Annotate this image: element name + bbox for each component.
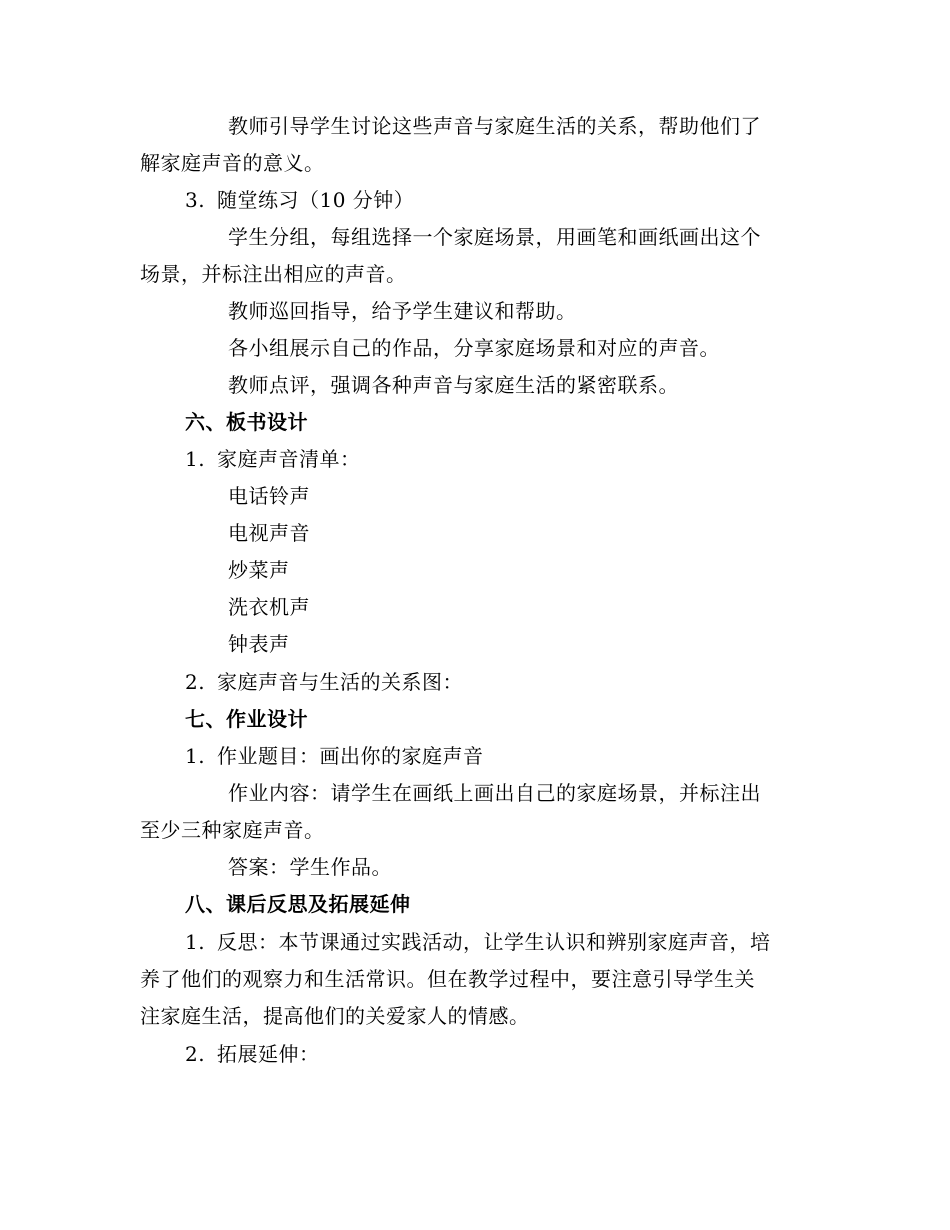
item-text: 随堂练习（10 分钟） [217, 188, 415, 212]
list-item: 电话铃声 [228, 484, 310, 508]
list-item: 钟表声 [228, 632, 290, 656]
section-heading: 八、课后反思及拓展延伸 [185, 892, 411, 916]
paragraph-line: 养了他们的观察力和生活常识。但在教学过程中，要注意引导学生关 [140, 967, 755, 991]
paragraph-line: 至少三种家庭声音。 [140, 818, 325, 842]
item-text: 作业题目：画出你的家庭声音 [217, 744, 484, 768]
paragraph-line: 教师引导学生讨论这些声音与家庭生活的关系，帮助他们了 [228, 114, 761, 138]
item-text: 拓展延伸： [217, 1042, 320, 1066]
paragraph-line: 场景，并标注出相应的声音。 [140, 262, 407, 286]
numbered-item [185, 668, 463, 696]
item-number: 2. [185, 670, 206, 694]
numbered-item [185, 928, 771, 956]
paragraph-line: 教师巡回指导，给予学生建议和帮助。 [228, 299, 577, 323]
numbered-item [185, 1040, 320, 1068]
item-number: 1. [185, 744, 206, 768]
item-text: 家庭声音清单： [217, 447, 361, 471]
paragraph-line: 各小组展示自己的作品，分享家庭场景和对应的声音。 [228, 336, 720, 360]
paragraph-line: 注家庭生活，提高他们的关爱家人的情感。 [140, 1004, 530, 1028]
numbered-item [185, 445, 361, 473]
item-number: 3. [185, 188, 206, 212]
numbered-item [185, 742, 484, 770]
item-number: 1. [185, 930, 206, 954]
paragraph-line: 解家庭声音的意义。 [140, 151, 325, 175]
item-text: 家庭声音与生活的关系图： [217, 670, 463, 694]
section-heading: 六、板书设计 [185, 410, 308, 434]
paragraph-line: 学生分组，每组选择一个家庭场景，用画笔和画纸画出这个 [228, 225, 761, 249]
list-item: 洗衣机声 [228, 595, 310, 619]
paragraph-line: 教师点评，强调各种声音与家庭生活的紧密联系。 [228, 373, 679, 397]
paragraph-line: 答案：学生作品。 [228, 855, 392, 879]
item-text: 反思：本节课通过实践活动，让学生认识和辨别家庭声音，培 [217, 930, 771, 954]
list-item: 炒菜声 [228, 558, 290, 582]
section-heading: 七、作业设计 [185, 707, 308, 731]
list-item: 电视声音 [228, 521, 310, 545]
numbered-item [185, 186, 414, 214]
item-number: 2. [185, 1042, 206, 1066]
item-number: 1. [185, 447, 206, 471]
paragraph-line: 作业内容：请学生在画纸上画出自己的家庭场景，并标注出 [228, 781, 761, 805]
